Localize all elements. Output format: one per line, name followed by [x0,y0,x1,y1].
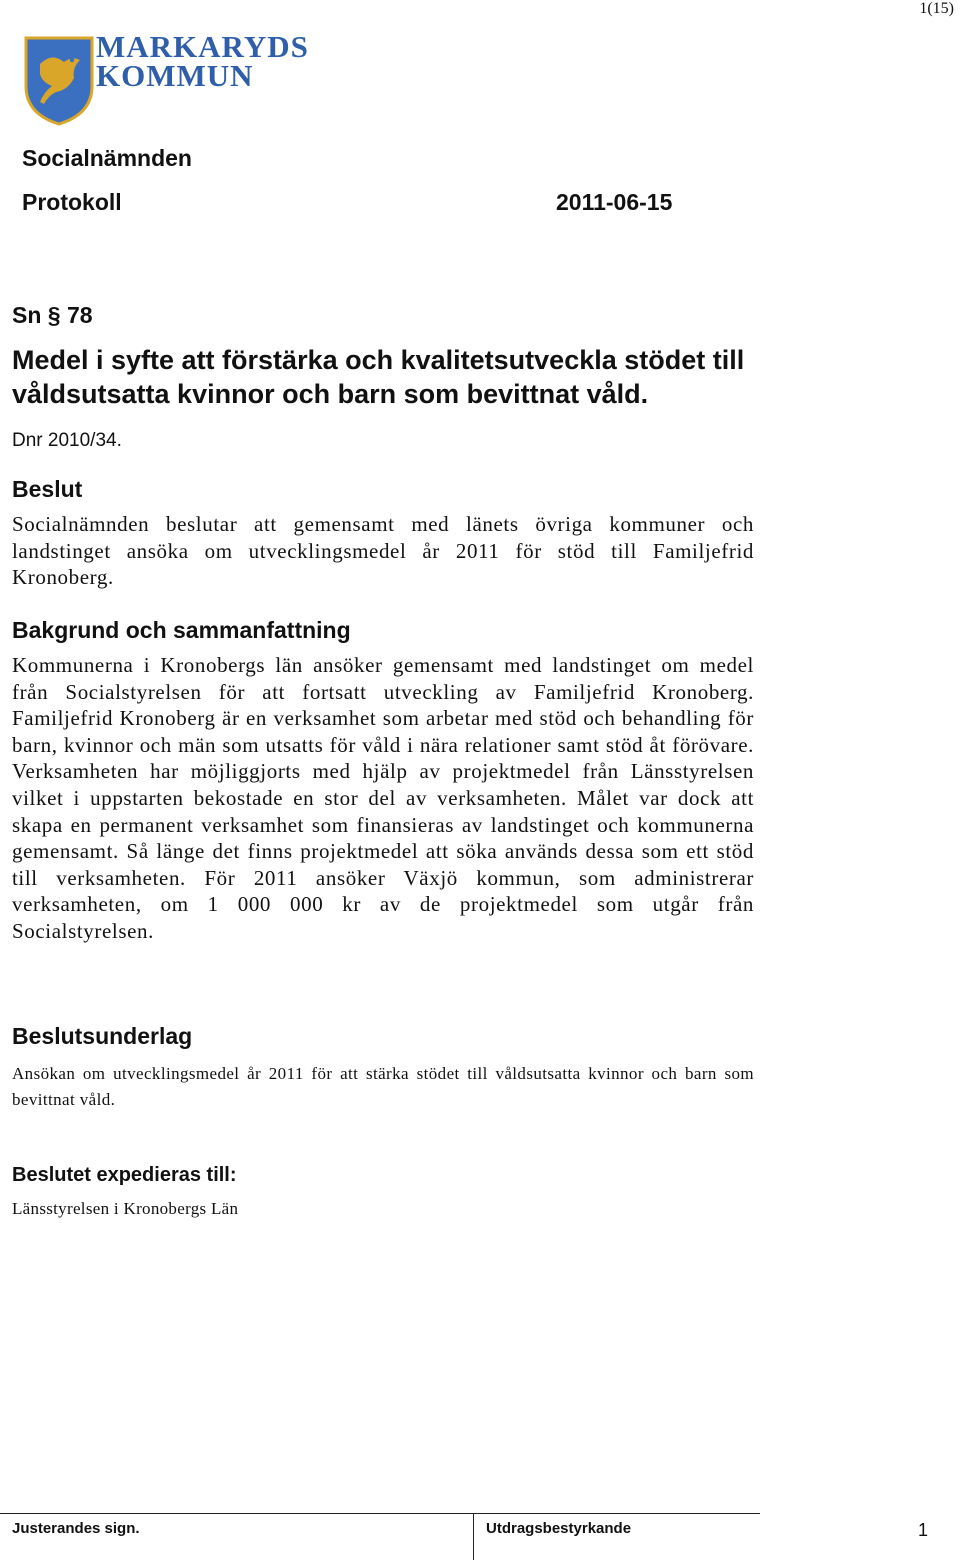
coat-of-arms-icon [22,34,102,126]
heading-beslut: Beslut [12,476,83,502]
footer-column-divider [473,1513,474,1560]
heading-expedieras: Beslutet expedieras till: [12,1164,237,1186]
committee-name: Socialnämnden [22,145,192,171]
document-date: 2011-06-15 [556,189,673,215]
footer-divider-line [0,1513,760,1514]
beslutsunderlag-text: Ansökan om utvecklingsmedel år 2011 för att stärka stödet till våldsutsatta kvinnor och barn som bevittnat våld. [12,1064,754,1109]
logo-wordmark [96,29,309,93]
section-title: Medel i syfte att förstärka och kvalitetsutveckla stödet till våldsutsatta kvinnor och barn som bevittnat våld. [12,345,745,409]
footer-certification-label: Utdragsbestyrkande [486,1520,632,1537]
section-number: Sn § 78 [12,302,93,328]
logo-line-2: KOMMUN [96,58,254,93]
footer-signature-label: Justerandes sign. [12,1520,140,1537]
document-type: Protokoll [22,189,122,215]
registration-number: Dnr 2010/34. [12,430,122,451]
page-indicator: 1(15) [919,0,954,17]
bakgrund-text: Kommunerna i Kronobergs län ansöker gemensamt med landstinget om medel från Socialstyrelsen för att fortsatt utveckling av Familjefrid Kronoberg. Familjefrid Kronoberg är en verksamhet som arbetar med stöd och behandling för barn, kvinnor och män som utsatts för våld i nära relationer samt stöd åt förövare. Verksamheten har möjliggjorts med hjälp av projektmedel från Länsstyrelsen vilket i uppstarten bekostade en stor del av verksamheten. Målet var dock att skapa en permanent verksamhet som finansieras av landstinget och kommunerna gemensamt. Så länge det finns projektmedel att söka används dessa som ett stöd till verksamheten. För 2011 ansöker Växjö kommun, som administrerar verksamheten, om 1 000 000 kr av de projektmedel som utgår från Socialstyrelsen. [12,653,754,943]
heading-bakgrund: Bakgrund och sammanfattning [12,617,351,643]
logo-line-1: MARKARYDS [96,29,309,64]
beslut-text: Socialnämnden beslutar att gemensamt med länets övriga kommuner och landstinget ansöka om utvecklingsmedel år 2011 för stöd till Familjefrid Kronoberg. [12,512,754,590]
footer-page-number: 1 [918,1520,929,1540]
recipient: Länsstyrelsen i Kronobergs Län [12,1199,239,1218]
heading-beslutsunderlag: Beslutsunderlag [12,1023,193,1049]
